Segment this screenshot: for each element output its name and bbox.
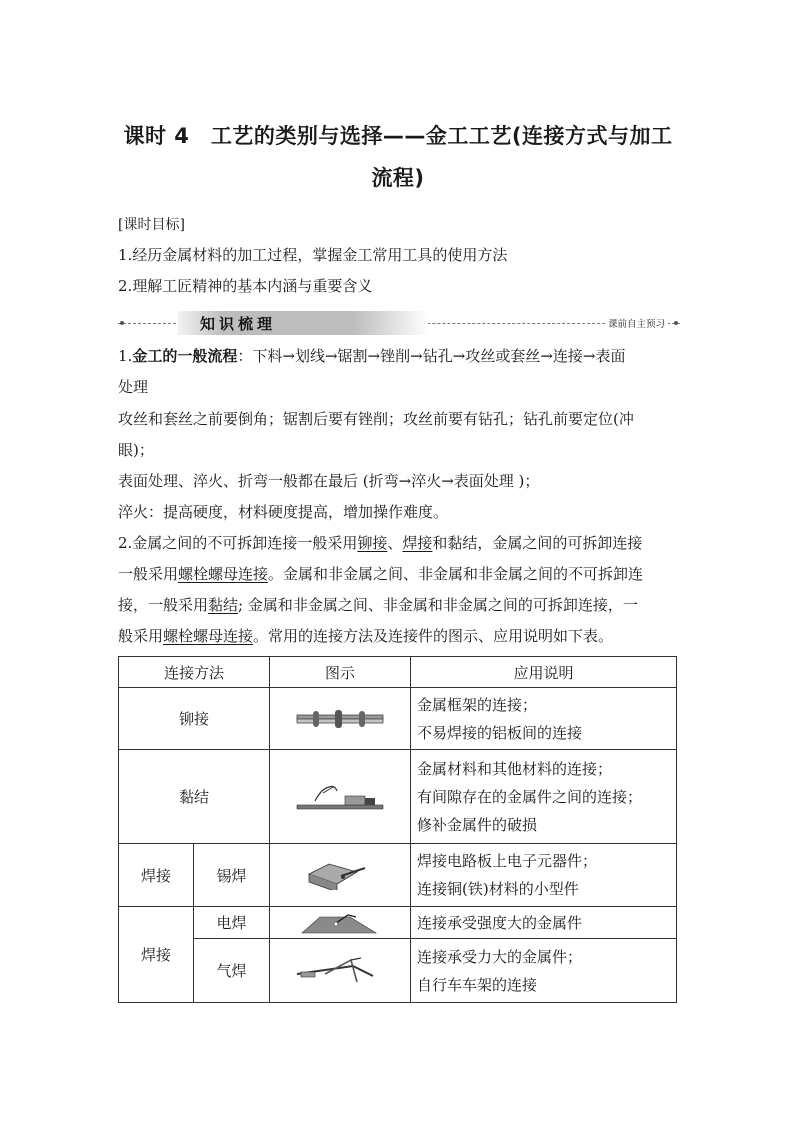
joining-paragraph-line2 [118, 564, 678, 584]
text-run: 一般采用 [118, 565, 179, 583]
text-run: ; 金属和非金属之间、非金属和非金属之间的可拆卸连接，一 [238, 596, 638, 614]
section-header-bar [118, 311, 680, 337]
note-paragraph-line2: 眼)； [118, 441, 154, 459]
joining-methods-table [118, 656, 677, 1003]
description-cell [411, 907, 677, 939]
goals-heading: [课时目标] [118, 217, 185, 233]
table-row [119, 750, 677, 844]
flow-paragraph-line2: 处理 [118, 378, 149, 396]
flow-step: 下料 [252, 347, 283, 365]
text-run: 接，一般采用 [118, 596, 209, 614]
figure-cell [270, 750, 411, 844]
table-row [119, 688, 677, 750]
flow-paragraph-line1 [118, 346, 678, 366]
description-line: 有间隙存在的金属件之间的连接； [417, 787, 643, 806]
flow-step: 划线 [294, 347, 325, 365]
page-title-line1: 课时 4 工艺的类别与选择——金工工艺(连接方式与加工 [123, 124, 673, 148]
table-row [119, 844, 677, 907]
figure-cell [270, 844, 411, 907]
bonding-figure [295, 779, 385, 815]
figure-cell [270, 939, 411, 1003]
underlined-term: 黏结 [208, 596, 239, 614]
flow-arrow: → [282, 347, 295, 365]
flow-bold-label: 金工的一般流程 [132, 347, 238, 365]
flow-arrow: → [324, 347, 338, 365]
flow-colon: ： [237, 347, 253, 365]
header-description: 应用说明 [411, 657, 677, 688]
description-line: 连接承受强度大的金属件 [417, 913, 583, 932]
text-run: 和黏结，金属之间的可拆卸连接 [432, 534, 643, 552]
flow-step: 连接 [552, 347, 583, 365]
underlined-term: 螺栓螺母连接 [163, 627, 254, 645]
flow-arrow: → [582, 347, 596, 365]
joining-paragraph-line4 [118, 626, 678, 646]
underlined-term: 螺栓螺母连接 [178, 565, 269, 583]
description-line: 连接承受力大的金属件； [417, 947, 583, 966]
submethod-cell: 锡焊 [194, 844, 270, 907]
note-paragraph-4: 淬火：提高硬度，材料硬度提高，增加操作难度。 [118, 503, 449, 521]
note-paragraph-line1: 攻丝和套丝之前要倒角；锯割后要有锉削；攻丝前要有钻孔；钻孔前要定位(冲 [118, 410, 634, 428]
flow-arrow: → [540, 347, 553, 365]
description-line: 不易焊接的铝板间的连接 [417, 723, 583, 742]
table-row [119, 907, 677, 939]
flow-step: 锉削 [380, 347, 411, 365]
figure-cell [270, 688, 411, 750]
method-cell: 焊接 [119, 844, 194, 907]
section-badge-label: 知识梳理 [200, 315, 277, 333]
description-cell [411, 750, 677, 844]
section-right-tag: 课前自主预习 [605, 316, 668, 330]
divider-dot-right [674, 321, 678, 325]
flow-prefix: 1. [118, 347, 133, 365]
description-cell [411, 939, 677, 1003]
text-run: 、 [387, 534, 403, 552]
flow-arrow: → [452, 347, 466, 365]
flow-step: 表面 [595, 347, 626, 365]
submethod-cell: 气焊 [194, 939, 270, 1003]
description-line: 自行车车架的连接 [417, 975, 538, 994]
description-line: 修补金属件的破损 [417, 815, 538, 834]
joining-paragraph-line1 [118, 533, 678, 553]
note-paragraph-3: 表面处理、淬火、折弯一般都在最后 (折弯→淬火→表面处理 )； [118, 472, 540, 490]
text-run: 。常用的连接方法及连接件的图示、应用说明如下表。 [253, 627, 614, 645]
rivet-joint-figure [295, 706, 385, 732]
text-run: 般采用 [118, 627, 164, 645]
description-line: 焊接电路板上电子元器件； [417, 852, 598, 870]
method-cell: 焊接 [119, 907, 194, 1003]
arc-welding-figure [300, 911, 380, 935]
table-row [119, 939, 677, 1003]
flow-step: 锯割 [337, 347, 368, 365]
header-method: 连接方法 [119, 657, 270, 688]
description-cell [411, 688, 677, 750]
underlined-term: 铆接 [357, 534, 388, 552]
figure-cell [270, 907, 411, 939]
description-cell [411, 844, 677, 907]
underlined-term: 焊接 [402, 534, 433, 552]
flow-step: 攻丝或套丝 [465, 347, 541, 365]
submethod-cell: 电焊 [194, 907, 270, 939]
header-figure: 图示 [270, 657, 411, 688]
method-cell: 黏结 [119, 750, 270, 844]
page-title-line2: 流程) [371, 166, 425, 190]
flow-arrow: → [410, 347, 423, 365]
flow-step: 钻孔 [422, 347, 453, 365]
method-cell: 铆接 [119, 688, 270, 750]
description-line: 金属材料和其他材料的连接； [417, 759, 613, 778]
flow-arrow: → [367, 347, 381, 365]
table-header-row [119, 657, 677, 688]
description-line: 连接铜(铁)材料的小型件 [417, 880, 579, 898]
soldering-figure [305, 860, 375, 890]
joining-paragraph-line3 [118, 595, 678, 615]
gas-welding-figure [295, 956, 385, 986]
goal-item-1: 1.经历金属材料的加工过程，掌握金工常用工具的使用方法 [118, 246, 508, 264]
divider-dot-left [120, 321, 124, 325]
goal-item-2: 2.理解工匠精神的基本内涵与重要含义 [118, 277, 373, 295]
text-run: 2.金属之间的不可拆卸连接一般采用 [118, 534, 358, 552]
text-run: 。金属和非金属之间、非金属和非金属之间的不可拆卸连 [268, 565, 644, 583]
description-line: 金属框架的连接； [417, 695, 538, 714]
